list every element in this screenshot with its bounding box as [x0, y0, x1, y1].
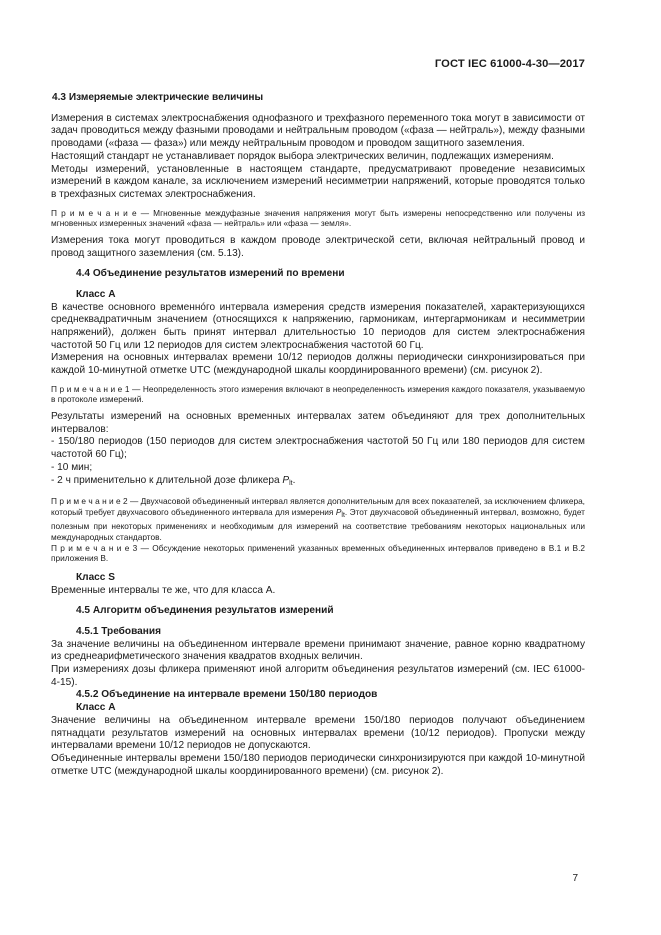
section-4-3-para-3: Методы измерений, установленные в настоящем стандарте, предусматривают проведение независимых измерений в каждом канале, за исключением измерений несимметрии напряжений, которые проводятся только в трехфазных системах электроснабжения. [51, 163, 585, 200]
section-4-5-2-para-1: Значение величины на объединенном интервале времени 150/180 периодов получают объединением пятнадцати результатов измерений на основных интервалах времени (10/12 периодов). Пропуски между интервалами времени 10/12 периодов не допускаются. [51, 714, 585, 752]
section-4-4-class-s: Класс S [76, 571, 115, 583]
section-4-4-note-3 [51, 543, 585, 564]
section-4-3-title: 4.3 Измеряемые электрические величины [52, 92, 264, 103]
note-2-text-b: . Этот двухчасовой объединенный интервал, возможно, будет полезным при некоторых применениях и необходимым для измерений на соответствие требованиям некоторых национальных или международных стандартов. [51, 506, 585, 543]
document-code-header: ГОСТ IEC 61000-4-30—2017 [434, 58, 585, 70]
section-4-3-para-1 [51, 113, 585, 151]
section-4-5-2-title: 4.5.2 Объединение на интервале времени 150/180 периодов [76, 689, 378, 701]
note-text: — Мгновенные междуфазные значения напряжения могут быть измерены непосредственно или получены из мгновенных измеренных значений «фаза — нейтраль» или «фаза — земля». [51, 207, 586, 229]
note-2-text-a: — Двухчасовой объединенный интервал является дополнительным для всех показателей, за исключением фликера, который требует двухчасового объединенного интервала для измерения [51, 496, 585, 517]
note-2-plt-symbol: P [335, 506, 342, 517]
document-body [51, 92, 585, 778]
section-4-4-class-s-text: Временные интервалы те же, что для класса А. [51, 584, 276, 596]
section-4-4-para-3: Результаты измерений на основных временных интервалах затем объединяют для трех дополнительных интервалов: [51, 411, 585, 435]
note-1-label: П р и м е ч а н и е 1 [51, 383, 130, 394]
note-1-text: — Неопределенность этого измерения включают в неопределенность измерения каждого показателя, указываемую в протоколе измерений. [51, 383, 586, 405]
section-4-5-2-class-a: Класс А [76, 702, 116, 714]
section-4-4-note-2 [51, 496, 585, 542]
note-3-text: — Обсуждение некоторых применений указанных временных объединенных интервалов приведено в В.1 и В.2 приложения В. [51, 542, 585, 564]
section-4-5-title: 4.5 Алгоритм объединения результатов измерений [76, 605, 334, 617]
plt-subscript: lt [289, 479, 293, 487]
plt-symbol: P [282, 474, 290, 486]
section-4-3-para-4: Измерения тока могут проводиться в каждом проводе электрической сети, включая нейтральный провод и провод защитного заземления (см. 5.13). [51, 234, 585, 259]
note-2-plt-subscript: lt [341, 511, 345, 519]
section-4-5-1-title: 4.5.1 Требования [76, 625, 161, 637]
section-4-3-para-2: Настоящий стандарт не устанавливает порядок выбора электрических величин, подлежащих измерениям. [51, 150, 554, 162]
list-item-150-180: - 150/180 периодов (150 периодов для систем электроснабжения частотой 50 Гц или 180 периодов для систем частотой 60 Гц); [51, 436, 585, 461]
section-4-3-note [51, 208, 585, 229]
note-3-label: П р и м е ч а н и е 3 [51, 542, 138, 553]
section-4-4-title: 4.4 Объединение результатов измерений по времени [76, 268, 345, 280]
section-4-5-1-para-2: При измерениях дозы фликера применяют иной алгоритм объединения результатов измерений (см. IEC 61000-4-15). [51, 664, 585, 688]
list-item-10-min: - 10 мин; [51, 461, 93, 473]
note-2-label: П р и м е ч а н и е 2 [51, 496, 128, 507]
section-4-3-para-1-text: Измерения в системах электроснабжения однофазного и трехфазного переменного тока могут в зависимости от задач проводиться между фазными проводами и нейтральным проводом («фаза — нейтраль»), между фазными проводами («фаза — фаза») или между нейтральным проводом и проводом защитного заземления. [51, 112, 585, 150]
list-item-2-h-text: - 2 ч применительно к длительной дозе фликера [51, 474, 283, 486]
section-4-4-para-1: В качестве основного временнóго интервала измерения средств измерения показателей, характеризующихся среднеквадратичным значением (относящихся к напряжению, гармоникам, интергармоникам и несимметрии напряжений), должен быть принят интервал длительностью 10 периодов для систем электроснабжения частотой 50 Гц или 12 периодов для систем электроснабжения частотой 60 Гц. [51, 301, 585, 351]
note-label: П р и м е ч а н и е [51, 207, 137, 218]
list-item-2-h-end: . [292, 474, 296, 486]
section-4-4-class-a: Класс А [76, 288, 116, 300]
section-4-5-1-para-1: За значение величины на объединенном интервале времени принимают значение, равное корню квадратному из среднеарифметического значения квадратов входных величин. [51, 638, 585, 663]
section-4-4-note-1 [51, 384, 585, 405]
list-item-2-h [51, 475, 585, 491]
section-4-5-2-para-2: Объединенные интервалы времени 150/180 периодов периодически синхронизируются при каждой 10-минутной отметке UTC (международной шкалы координированного времени) (см. рисунок 2). [51, 752, 585, 777]
page-number: 7 [572, 873, 578, 884]
section-4-4-para-2: Измерения на основных интервалах времени 10/12 периодов должны периодически синхронизироваться при каждой 10-минутной отметке UTC (международной шкалы координированного времени) (см. рисунок 2). [51, 352, 585, 377]
